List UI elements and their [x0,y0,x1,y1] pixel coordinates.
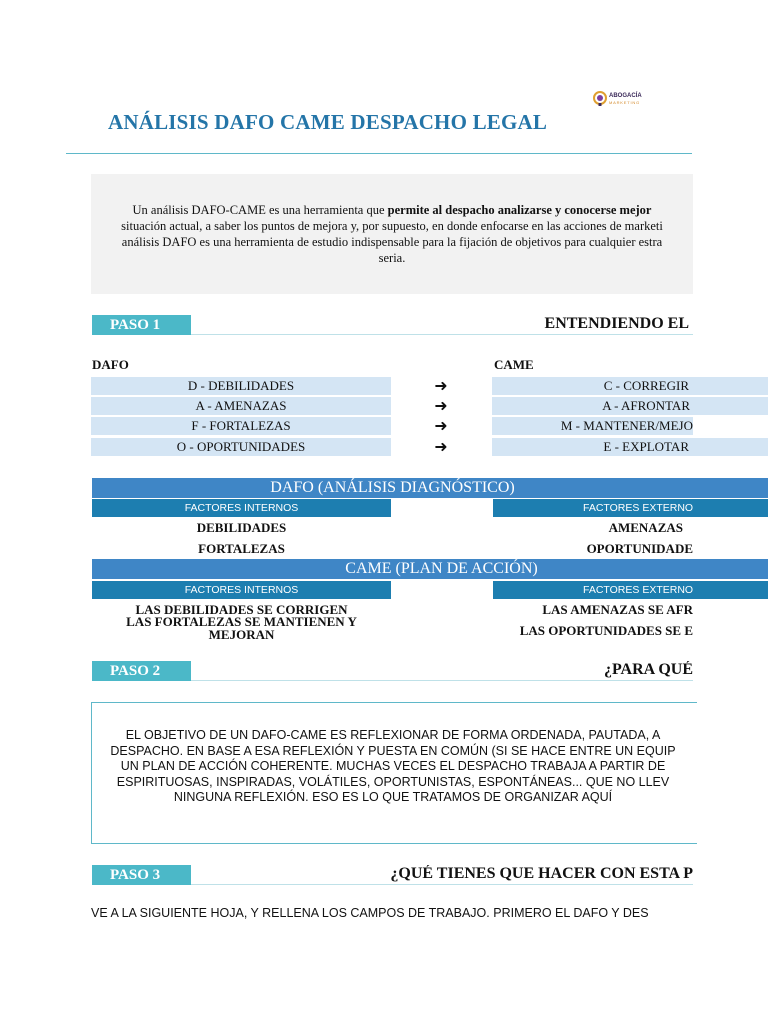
objective-line: NINGUNA REFLEXIÓN. ESO ES LO QUE TRATAMOS DE ORGANIZAR AQUÍ [173,790,613,804]
paso1-rule [191,334,693,335]
objective-line: DESPACHO. EN BASE A ESA REFLEXIÓN Y PUESTA EN COMÚN (SI SE HACE ENTRE UN EQUIP [110,743,676,758]
came-item-a: A - AFRONTAR [492,397,768,415]
dafo-amenazas: AMENAZAS [608,520,683,535]
paso3-rule [191,884,693,885]
came-internal-header: FACTORES INTERNOS [92,581,391,599]
paso3-badge: PASO 3 [92,865,191,885]
logo-name: ABOGACÍA [609,93,642,99]
paso1-heading: ENTENDIENDO EL [544,315,689,332]
abogacia-marketing-logo [592,90,652,112]
dafo-section-bar [92,478,768,498]
objective-text [92,728,694,806]
intro-highlight: permite al despacho analizarse y conocerse mejor [387,203,652,217]
logo-subtitle: MARKETING [609,100,640,105]
dafo-item-d: D - DEBILIDADES [91,377,391,395]
page-title: ANÁLISIS DAFO CAME DESPACHO LEGAL [108,110,548,134]
objective-box [91,702,697,844]
came-item-c: C - CORREGIR [492,377,768,395]
arrow-right-icon: ➜ [434,416,448,435]
came-afrontar: LAS AMENAZAS SE AFR [542,602,693,617]
dafo-section-title: DAFO (ANÁLISIS DIAGNÓSTICO) [270,479,515,496]
objective-line: UN PLAN DE ACCIÓN COHERENTE. MUCHAS VECES EL DESPACHO TRABAJA A PARTIR DE [120,759,666,773]
arrow-right-icon: ➜ [434,396,448,415]
dafo-item-o: O - OPORTUNIDADES [91,438,391,456]
dafo-item-f: F - FORTALEZAS [91,417,391,435]
intro-line-2: situación actual, a saber los puntos de mejora y, por supuesto, en donde enfocarse en las acciones de marketi [121,219,663,233]
dafo-internal-header: FACTORES INTERNOS [92,499,391,517]
paso1-badge: PASO 1 [92,315,191,335]
dafo-oportunidades: OPORTUNIDADE [586,541,693,556]
paso3-instructions: VE A LA SIGUIENTE HOJA, Y RELLENA LOS CAMPOS DE TRABAJO. PRIMERO EL DAFO Y DES [91,906,649,920]
intro-line-1: Un análisis DAFO-CAME es una herramienta que permite al despacho analizarse y conocerse mejor [132,203,652,217]
came-mantener: LAS FORTALEZAS SE MANTIENEN Y MEJORAN [126,615,357,641]
intro-box [91,174,693,294]
dafo-debilidades: DEBILIDADES [196,520,287,535]
bulb-logo-icon [592,91,608,107]
objective-line: ESPIRITUOSAS, INSPIRADAS, VOLÁTILES, OPORTUNISTAS, ESPONTÁNEAS... QUE NO LLEV [116,774,670,789]
dafo-fortalezas: FORTALEZAS [198,541,285,556]
paso3-heading: ¿QUÉ TIENES QUE HACER CON ESTA P [390,865,693,882]
intro-line-4: seria. [378,251,406,265]
dafo-item-a: A - AMENAZAS [91,397,391,415]
came-explotar: LAS OPORTUNIDADES SE E [519,623,693,638]
came-section-bar [92,559,768,579]
came-corregir: LAS DEBILIDADES SE CORRIGEN [135,602,348,617]
paso2-badge: PASO 2 [92,661,191,681]
paso2-heading: ¿PARA QUÉ [603,661,693,678]
came-label: CAME [494,357,534,372]
came-item-e: E - EXPLOTAR [492,438,768,456]
intro-text [91,202,693,266]
dafo-external-header: FACTORES EXTERNO [493,499,768,517]
came-external-header: FACTORES EXTERNO [493,581,768,599]
title-divider [66,153,692,154]
came-section-title: CAME (PLAN DE ACCIÓN) [345,560,538,577]
intro-line-3: análisis DAFO es una herramienta de estudio indispensable para la fijación de objetivos para cualquier estra [121,235,663,249]
arrow-right-icon: ➜ [434,437,448,456]
objective-line: EL OBJETIVO DE UN DAFO-CAME ES REFLEXIONAR DE FORMA ORDENADA, PAUTADA, A [125,728,661,742]
dafo-label: DAFO [92,357,129,372]
arrow-right-icon: ➜ [434,376,448,395]
paso2-rule [191,680,693,681]
came-item-m: M - MANTENER/MEJO [492,417,693,435]
